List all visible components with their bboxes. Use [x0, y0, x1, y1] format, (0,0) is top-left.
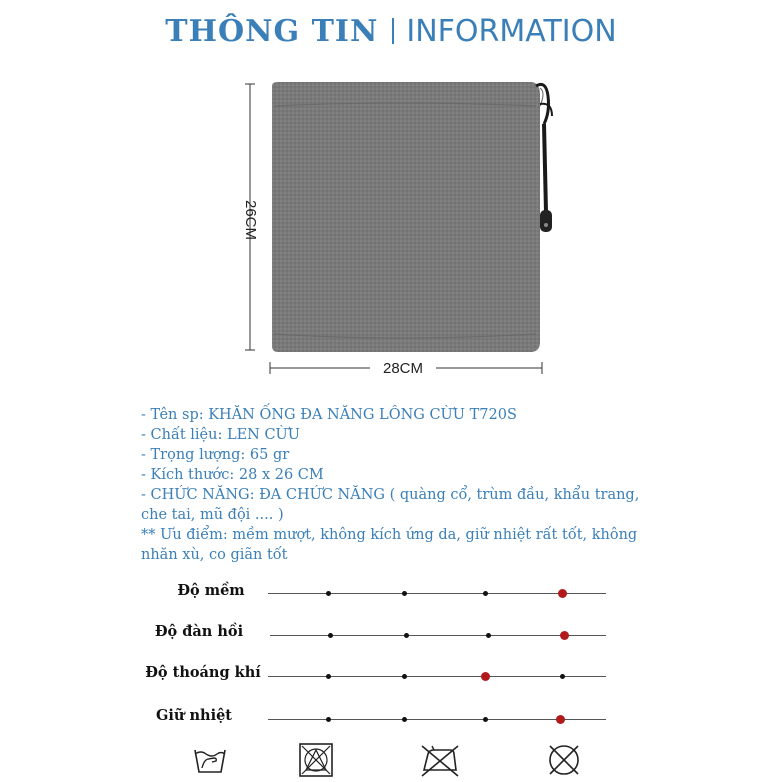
rating-dot-breathability-2	[402, 674, 407, 679]
page-title	[0, 14, 782, 49]
spec-advantages: ** Ưu điểm: mềm mượt, không kích ứng da, giữ nhiệt rất tốt, không nhăn xù, co giãn tốt	[141, 527, 638, 563]
width-label: 28CM	[382, 360, 424, 377]
rating-dot-softness-4	[558, 589, 567, 598]
rating-dot-warmth-1	[326, 717, 331, 722]
spec-size: - Kích thước: 28 x 26 CM	[141, 467, 324, 483]
rating-dot-softness-2	[402, 591, 407, 596]
rating-dot-elasticity-1	[328, 633, 333, 638]
rating-label-elasticity: Độ đàn hồi	[154, 623, 244, 640]
rating-line-softness	[268, 593, 606, 594]
rating-dot-breathability-1	[326, 674, 331, 679]
rating-dot-warmth-3	[483, 717, 488, 722]
spec-material: - Chất liệu: LEN CỪU	[141, 427, 300, 443]
product-image	[240, 72, 570, 382]
scarf-shape	[272, 82, 543, 352]
title-en: INFORMATION	[406, 14, 617, 49]
rating-dot-breathability-4	[560, 674, 565, 679]
spec-list	[141, 405, 661, 565]
spec-weight: - Trọng lượng: 65 gr	[141, 447, 290, 463]
title-vn: THÔNG TIN	[165, 14, 379, 49]
rating-dot-warmth-2	[402, 717, 407, 722]
rating-dot-elasticity-2	[404, 633, 409, 638]
rating-dot-breathability-3	[481, 672, 490, 681]
title-divider	[392, 18, 394, 44]
rating-label-warmth: Giữ nhiệt	[156, 707, 232, 724]
rating-dot-elasticity-4	[560, 631, 569, 640]
rating-dot-softness-1	[326, 591, 331, 596]
spec-function: - CHỨC NĂNG: ĐA CHỨC NĂNG ( quàng cổ, trùm đầu, khẩu trang, che tai, mũ đội .... )	[141, 487, 640, 523]
no-tumble-dry-icon	[298, 742, 334, 778]
hand-wash-icon	[192, 742, 228, 778]
rating-line-elasticity	[270, 635, 606, 636]
rating-dot-warmth-4	[556, 715, 565, 724]
rating-label-softness: Độ mềm	[177, 582, 245, 599]
spec-name: - Tên sp: KHĂN ỐNG ĐA NĂNG LÔNG CỪU T720S	[141, 407, 517, 423]
height-label: 26CM	[242, 199, 259, 241]
no-ironing-icon	[420, 742, 460, 778]
rating-line-breathability	[268, 676, 606, 677]
rating-label-breathability: Độ thoáng khí	[145, 664, 261, 681]
no-dry-clean-icon	[546, 742, 582, 778]
rating-dot-softness-3	[483, 591, 488, 596]
rating-dot-elasticity-3	[486, 633, 491, 638]
